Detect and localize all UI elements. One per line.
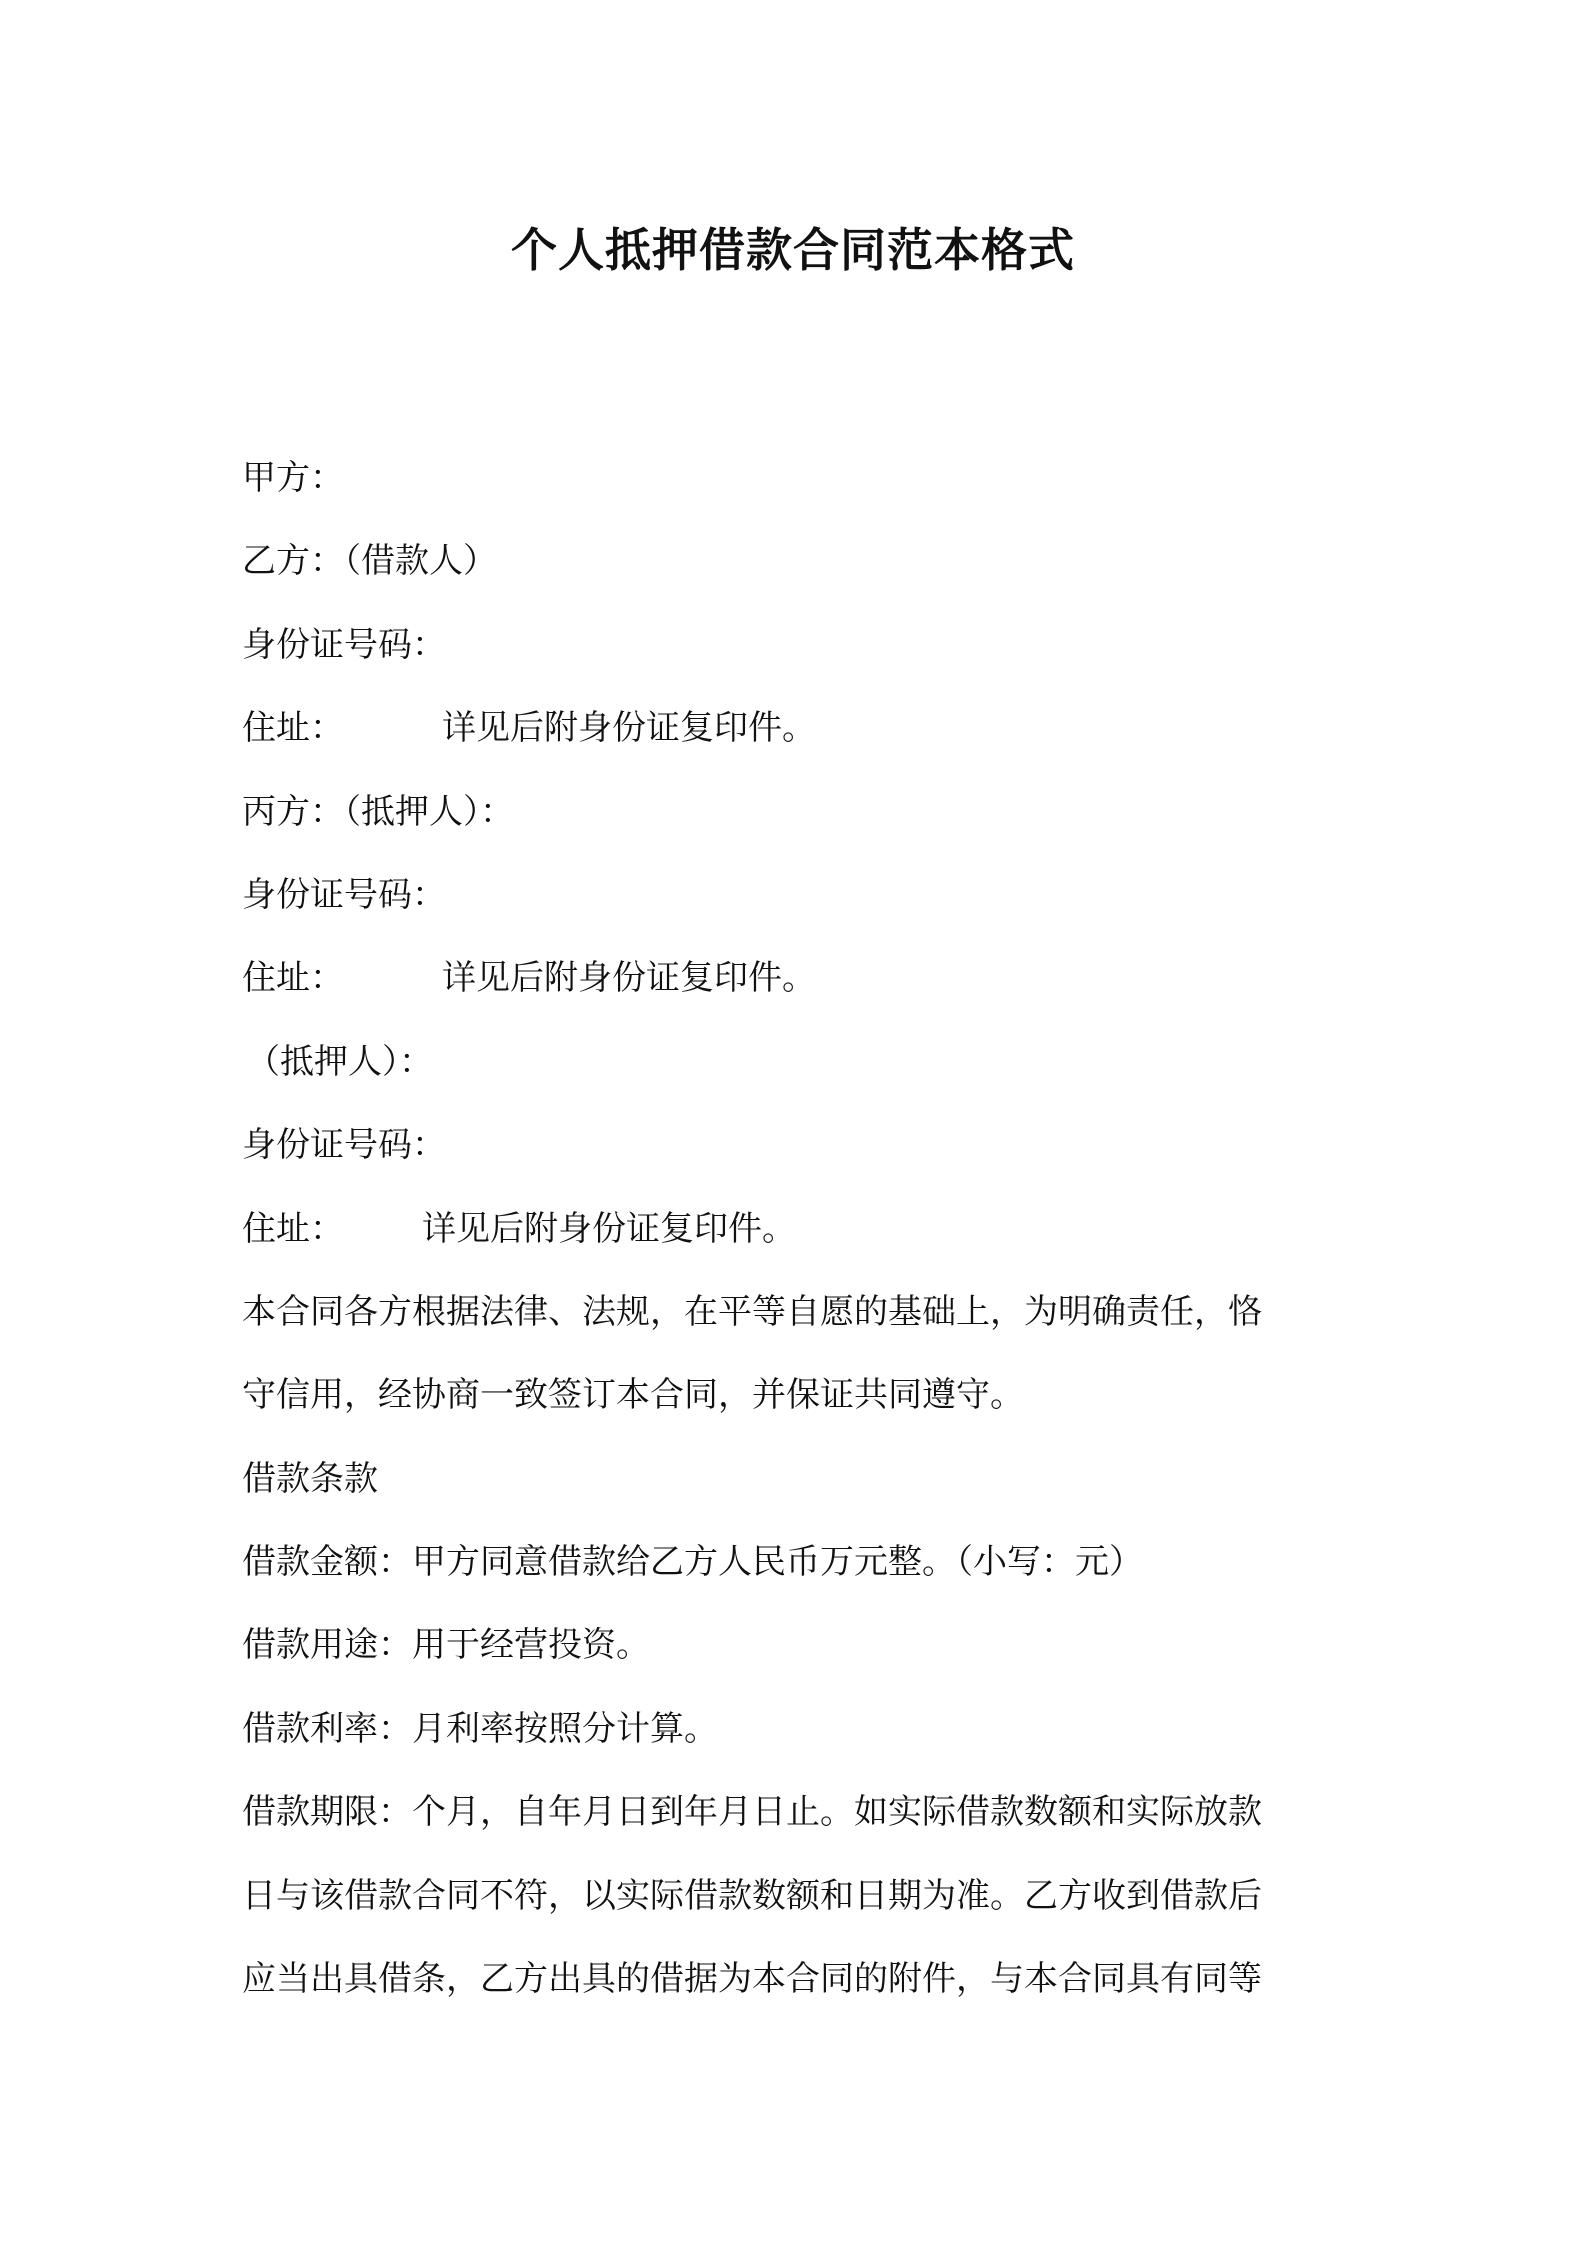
- address-value: 详见后附身份证复印件。: [442, 958, 816, 999]
- address-label: 住址：: [242, 958, 344, 999]
- loan-term-line-3: 应当出具借条，乙方出具的借据为本合同的附件，与本合同具有同等: [242, 1959, 1262, 2000]
- loan-term-line-1: 借款期限：个月，自年月日到年月日止。如实际借款数额和实际放款: [242, 1792, 1262, 1833]
- party-c-id-line: 身份证号码：: [242, 874, 446, 915]
- party-d-line: （抵押人）：: [246, 1041, 433, 1082]
- party-b-address-line: [242, 698, 1352, 781]
- party-a-line: 甲方：: [242, 458, 344, 498]
- party-b-line: 乙方：（借款人）: [242, 541, 497, 582]
- party-c-line: 丙方：（抵押人）：: [242, 791, 514, 832]
- party-c-address-line: [242, 948, 1352, 1031]
- section-heading: 借款条款: [242, 1458, 378, 1499]
- preamble-line-2: 守信用，经协商一致签订本合同，并保证共同遵守。: [242, 1375, 1024, 1416]
- address-value: 详见后附身份证复印件。: [442, 708, 816, 749]
- address-label: 住址：: [242, 1208, 344, 1249]
- address-value: 详见后附身份证复印件。: [422, 1208, 796, 1249]
- party-d-id-line: 身份证号码：: [242, 1125, 446, 1166]
- party-d-address-line: [242, 1199, 1352, 1282]
- document-body: [242, 448, 1352, 2032]
- document-title: 个人抵押借款合同范本格式: [511, 223, 1075, 277]
- loan-amount-line: 借款金额：甲方同意借款给乙方人民币万元整。（小写：元）: [242, 1542, 1143, 1583]
- preamble-line-1: 本合同各方根据法律、法规，在平等自愿的基础上，为明确责任，恪: [242, 1291, 1262, 1332]
- loan-purpose-line: 借款用途：用于经营投资。: [242, 1625, 650, 1666]
- address-label: 住址：: [242, 708, 344, 749]
- loan-rate-line: 借款利率：月利率按照分计算。: [242, 1708, 718, 1749]
- party-b-id-line: 身份证号码：: [242, 624, 446, 665]
- loan-term-line-2: 日与该借款合同不符，以实际借款数额和日期为准。乙方收到借款后: [242, 1875, 1262, 1916]
